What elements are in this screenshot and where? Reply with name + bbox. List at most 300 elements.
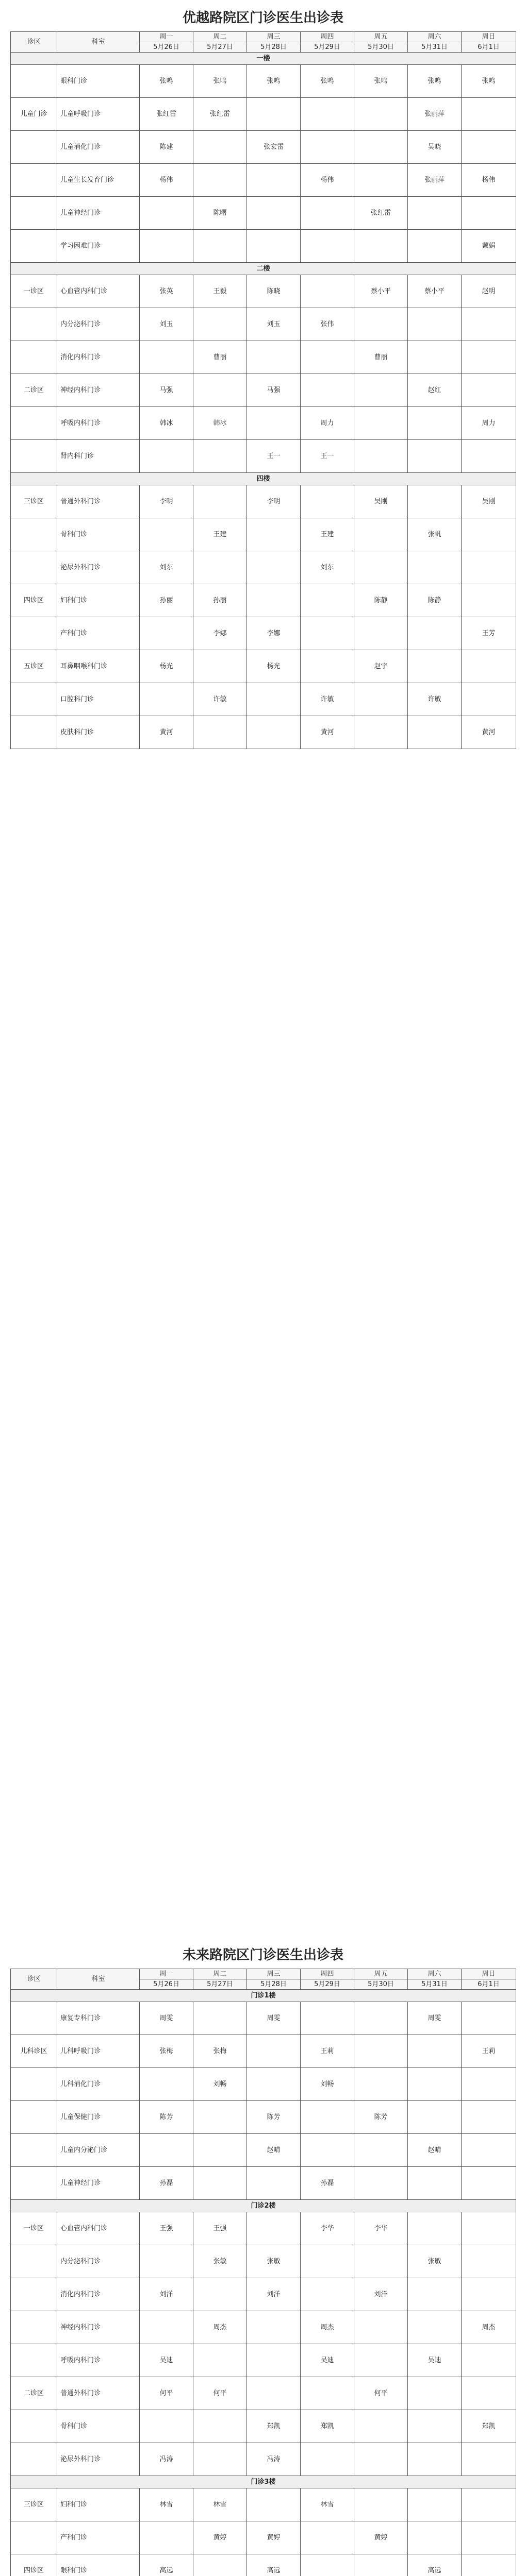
clinic-cell: 骨科门诊	[57, 518, 140, 551]
table-row	[11, 407, 516, 440]
dept-cell	[11, 2344, 57, 2377]
doctor-cell	[354, 440, 408, 473]
doctor-cell: 王建	[193, 518, 247, 551]
doctor-cell	[140, 230, 193, 263]
doctor-cell	[193, 650, 247, 683]
doctor-cell: 韩冰	[140, 407, 193, 440]
doctor-cell	[462, 518, 516, 551]
floor-band	[11, 473, 516, 485]
doctor-cell	[354, 518, 408, 551]
doctor-cell: 张伟	[301, 308, 354, 341]
doctor-cell	[408, 2068, 462, 2101]
table-row	[11, 2554, 516, 2576]
doctor-cell: 赵晴	[247, 2134, 301, 2167]
dept-cell: 一诊区	[11, 275, 57, 308]
doctor-cell	[462, 374, 516, 407]
day-header: 周二	[193, 32, 247, 42]
doctor-cell: 李明	[140, 485, 193, 518]
doctor-cell: 王一	[301, 440, 354, 473]
clinic-cell: 普通外科门诊	[57, 485, 140, 518]
doctor-cell: 孙丽	[140, 584, 193, 617]
doctor-cell	[193, 308, 247, 341]
doctor-cell: 杨伟	[140, 164, 193, 197]
doctor-cell	[301, 341, 354, 374]
doctor-cell: 黄婷	[354, 2521, 408, 2554]
doctor-cell	[462, 2377, 516, 2410]
doctor-cell	[354, 2035, 408, 2068]
col-dept-header: 诊区	[11, 32, 57, 53]
doctor-cell	[462, 683, 516, 716]
doctor-cell: 周杰	[462, 2311, 516, 2344]
dept-cell: 儿科诊区	[11, 2035, 57, 2068]
doctor-cell: 吴迪	[408, 2344, 462, 2377]
day-header: 周二	[193, 1969, 247, 1979]
doctor-cell: 许敏	[301, 683, 354, 716]
doctor-cell: 马强	[140, 374, 193, 407]
doctor-cell	[354, 308, 408, 341]
doctor-cell: 张梅	[193, 2035, 247, 2068]
doctor-cell	[301, 617, 354, 650]
date-header: 5月26日	[140, 42, 193, 53]
dept-cell	[11, 2410, 57, 2443]
doctor-cell: 何平	[193, 2377, 247, 2410]
date-header: 5月29日	[301, 1979, 354, 1990]
doctor-cell: 赵宇	[354, 650, 408, 683]
doctor-cell: 张敏	[408, 2245, 462, 2278]
doctor-cell	[140, 2134, 193, 2167]
doctor-cell: 孙磊	[140, 2167, 193, 2200]
doctor-cell: 孙磊	[301, 2167, 354, 2200]
clinic-cell: 产科门诊	[57, 617, 140, 650]
clinic-cell: 耳鼻咽喉科门诊	[57, 650, 140, 683]
doctor-cell: 陈建	[140, 131, 193, 164]
doctor-cell: 许敏	[408, 683, 462, 716]
doctor-cell	[408, 2443, 462, 2476]
doctor-cell	[247, 407, 301, 440]
doctor-cell	[247, 683, 301, 716]
doctor-cell	[247, 2035, 301, 2068]
doctor-cell	[462, 98, 516, 131]
doctor-cell	[193, 230, 247, 263]
doctor-cell: 蔡小平	[408, 275, 462, 308]
page-title: 优越路院区门诊医生出诊表	[182, 10, 343, 26]
doctor-cell: 王莉	[462, 2035, 516, 2068]
doctor-cell	[247, 2377, 301, 2410]
doctor-cell: 张鸣	[247, 65, 301, 98]
table-row	[11, 2377, 516, 2410]
dept-cell: 三诊区	[11, 2488, 57, 2521]
doctor-cell: 曹丽	[193, 341, 247, 374]
table-row	[11, 2278, 516, 2311]
doctor-cell: 吴刚	[354, 485, 408, 518]
doctor-cell	[193, 2410, 247, 2443]
doctor-cell: 李华	[354, 2212, 408, 2245]
doctor-cell	[354, 407, 408, 440]
doctor-cell: 刘洋	[140, 2278, 193, 2311]
schedule-table-1	[10, 31, 516, 749]
doctor-cell	[193, 2278, 247, 2311]
doctor-cell	[408, 2101, 462, 2134]
table-row	[11, 2212, 516, 2245]
clinic-cell: 泌尿外科门诊	[57, 2443, 140, 2476]
doctor-cell: 何平	[140, 2377, 193, 2410]
doctor-cell: 陈芳	[354, 2101, 408, 2134]
doctor-cell	[247, 584, 301, 617]
dept-cell: 五诊区	[11, 650, 57, 683]
doctor-cell	[301, 2521, 354, 2554]
doctor-cell: 杨伟	[462, 164, 516, 197]
doctor-cell: 刘畅	[301, 2068, 354, 2101]
clinic-cell: 口腔科门诊	[57, 683, 140, 716]
doctor-cell	[462, 2443, 516, 2476]
col-clinic-header: 科室	[57, 1969, 140, 1990]
doctor-cell	[354, 230, 408, 263]
date-header: 5月30日	[354, 1979, 408, 1990]
doctor-cell: 赵红	[408, 374, 462, 407]
doctor-cell	[301, 131, 354, 164]
date-header: 5月30日	[354, 42, 408, 53]
clinic-cell: 心血管内科门诊	[57, 2212, 140, 2245]
doctor-cell	[140, 518, 193, 551]
doctor-cell: 吴迪	[301, 2344, 354, 2377]
date-header: 5月26日	[140, 1979, 193, 1990]
doctor-cell: 周雯	[247, 2002, 301, 2035]
table-row	[11, 518, 516, 551]
doctor-cell: 张帆	[408, 518, 462, 551]
doctor-cell	[193, 2167, 247, 2200]
clinic-cell: 眼科门诊	[57, 2554, 140, 2576]
floor-label: 四楼	[11, 473, 516, 485]
doctor-cell: 周力	[301, 407, 354, 440]
date-header: 5月31日	[408, 42, 462, 53]
doctor-cell	[354, 2488, 408, 2521]
doctor-cell: 张丽萍	[408, 164, 462, 197]
clinic-cell: 消化内科门诊	[57, 341, 140, 374]
doctor-cell	[140, 341, 193, 374]
doctor-cell	[462, 308, 516, 341]
doctor-cell	[247, 2068, 301, 2101]
doctor-cell: 郑凯	[462, 2410, 516, 2443]
doctor-cell: 王建	[301, 518, 354, 551]
doctor-cell	[140, 197, 193, 230]
dept-cell: 二诊区	[11, 2377, 57, 2410]
date-header: 5月27日	[193, 42, 247, 53]
doctor-cell: 张梅	[140, 2035, 193, 2068]
doctor-cell: 曹丽	[354, 341, 408, 374]
doctor-cell	[462, 2278, 516, 2311]
doctor-cell	[462, 341, 516, 374]
table-row	[11, 131, 516, 164]
dept-cell: 二诊区	[11, 374, 57, 407]
doctor-cell	[354, 683, 408, 716]
dept-cell	[11, 131, 57, 164]
doctor-cell	[408, 485, 462, 518]
doctor-cell	[247, 164, 301, 197]
doctor-cell	[354, 2134, 408, 2167]
doctor-cell: 张鸣	[301, 65, 354, 98]
doctor-cell	[301, 584, 354, 617]
doctor-cell: 高远	[140, 2554, 193, 2576]
doctor-cell	[301, 650, 354, 683]
doctor-cell	[462, 2521, 516, 2554]
doctor-cell	[408, 2521, 462, 2554]
doctor-cell	[462, 584, 516, 617]
doctor-cell	[354, 164, 408, 197]
table-row	[11, 650, 516, 683]
doctor-cell	[301, 2002, 354, 2035]
floor-label: 门诊3楼	[11, 2476, 516, 2488]
clinic-cell: 泌尿外科门诊	[57, 551, 140, 584]
doctor-cell	[247, 2488, 301, 2521]
clinic-cell: 神经内科门诊	[57, 374, 140, 407]
doctor-cell: 高远	[247, 2554, 301, 2576]
doctor-cell	[247, 2212, 301, 2245]
doctor-cell: 冯涛	[247, 2443, 301, 2476]
floor-label: 一楼	[11, 53, 516, 65]
day-header: 周六	[408, 1969, 462, 1979]
date-header: 5月28日	[247, 1979, 301, 1990]
doctor-cell: 陈静	[354, 584, 408, 617]
dept-cell	[11, 440, 57, 473]
clinic-cell: 康复专科门诊	[57, 2002, 140, 2035]
dept-cell: 三诊区	[11, 485, 57, 518]
doctor-cell: 张宏雷	[247, 131, 301, 164]
clinic-cell: 产科门诊	[57, 2521, 140, 2554]
doctor-cell: 张鸣	[354, 65, 408, 98]
doctor-cell	[193, 716, 247, 749]
table-row	[11, 230, 516, 263]
doctor-cell	[408, 407, 462, 440]
doctor-cell	[462, 2344, 516, 2377]
page-title-2: 未来路院区门诊医生出诊表	[182, 1947, 343, 1963]
table-row	[11, 2410, 516, 2443]
doctor-cell: 刘玉	[247, 308, 301, 341]
doctor-cell	[408, 2212, 462, 2245]
doctor-cell	[462, 551, 516, 584]
dept-cell	[11, 617, 57, 650]
doctor-cell	[193, 485, 247, 518]
clinic-cell: 内分泌科门诊	[57, 2245, 140, 2278]
doctor-cell	[247, 2311, 301, 2344]
date-header: 5月29日	[301, 42, 354, 53]
doctor-cell	[354, 131, 408, 164]
doctor-cell	[354, 2443, 408, 2476]
clinic-cell: 呼吸内科门诊	[57, 407, 140, 440]
doctor-cell: 黄河	[462, 716, 516, 749]
doctor-cell	[408, 308, 462, 341]
dept-cell: 四诊区	[11, 584, 57, 617]
doctor-cell	[140, 2410, 193, 2443]
doctor-cell: 刘玉	[140, 308, 193, 341]
doctor-cell: 李娜	[247, 617, 301, 650]
clinic-cell: 神经内科门诊	[57, 2311, 140, 2344]
dept-cell: 儿童门诊	[11, 98, 57, 131]
dept-cell	[11, 308, 57, 341]
doctor-cell	[301, 98, 354, 131]
doctor-cell	[462, 131, 516, 164]
dept-cell	[11, 2167, 57, 2200]
doctor-cell	[408, 617, 462, 650]
doctor-cell: 张英	[140, 275, 193, 308]
doctor-cell	[354, 2344, 408, 2377]
doctor-cell: 李明	[247, 485, 301, 518]
doctor-cell: 王强	[193, 2212, 247, 2245]
doctor-cell: 张敏	[247, 2245, 301, 2278]
doctor-cell	[247, 197, 301, 230]
floor-label: 门诊1楼	[11, 1990, 516, 2002]
doctor-cell	[408, 650, 462, 683]
day-header: 周六	[408, 32, 462, 42]
table-row	[11, 2002, 516, 2035]
doctor-cell: 张鸣	[140, 65, 193, 98]
doctor-cell	[247, 230, 301, 263]
doctor-cell: 周杰	[193, 2311, 247, 2344]
doctor-cell	[301, 2443, 354, 2476]
table-row	[11, 2344, 516, 2377]
doctor-cell	[193, 2134, 247, 2167]
doctor-cell	[301, 197, 354, 230]
doctor-cell	[408, 2488, 462, 2521]
floor-band	[11, 2476, 516, 2488]
doctor-cell: 张鸣	[408, 65, 462, 98]
dept-cell	[11, 2311, 57, 2344]
header-row	[11, 1969, 516, 1979]
table-row	[11, 2488, 516, 2521]
doctor-cell	[354, 2167, 408, 2200]
day-header: 周日	[462, 32, 516, 42]
table-row	[11, 374, 516, 407]
doctor-cell: 郑凯	[247, 2410, 301, 2443]
doctor-cell: 陈曙	[193, 197, 247, 230]
doctor-cell	[247, 2344, 301, 2377]
table-row	[11, 2521, 516, 2554]
clinic-cell: 儿童保健门诊	[57, 2101, 140, 2134]
clinic-cell: 骨科门诊	[57, 2410, 140, 2443]
doctor-cell	[193, 2344, 247, 2377]
doctor-cell	[140, 617, 193, 650]
clinic-cell: 普通外科门诊	[57, 2377, 140, 2410]
doctor-cell	[354, 98, 408, 131]
doctor-cell: 孙丽	[193, 584, 247, 617]
table-row	[11, 683, 516, 716]
doctor-cell	[354, 2311, 408, 2344]
doctor-cell: 陈静	[408, 584, 462, 617]
doctor-cell	[140, 2068, 193, 2101]
doctor-cell	[408, 2167, 462, 2200]
doctor-cell: 王一	[247, 440, 301, 473]
doctor-cell	[193, 2002, 247, 2035]
table-row	[11, 98, 516, 131]
doctor-cell: 李华	[301, 2212, 354, 2245]
doctor-cell	[301, 2377, 354, 2410]
doctor-cell	[354, 2068, 408, 2101]
table-row	[11, 308, 516, 341]
floor-band	[11, 263, 516, 275]
doctor-cell: 刘洋	[247, 2278, 301, 2311]
schedule-table-2	[10, 1969, 516, 2576]
dept-cell	[11, 65, 57, 98]
dept-cell	[11, 683, 57, 716]
doctor-cell	[462, 2002, 516, 2035]
doctor-cell	[462, 2488, 516, 2521]
doctor-cell: 冯涛	[140, 2443, 193, 2476]
doctor-cell	[354, 2002, 408, 2035]
dept-cell	[11, 341, 57, 374]
date-header: 5月31日	[408, 1979, 462, 1990]
doctor-cell: 周杰	[301, 2311, 354, 2344]
clinic-cell: 皮肤科门诊	[57, 716, 140, 749]
table-row	[11, 2134, 516, 2167]
dept-cell	[11, 407, 57, 440]
clinic-cell: 呼吸内科门诊	[57, 2344, 140, 2377]
dept-cell	[11, 518, 57, 551]
doctor-cell	[462, 650, 516, 683]
dept-cell	[11, 2002, 57, 2035]
doctor-cell	[354, 374, 408, 407]
doctor-cell: 林雪	[193, 2488, 247, 2521]
doctor-cell	[193, 131, 247, 164]
doctor-cell	[408, 440, 462, 473]
doctor-cell	[408, 197, 462, 230]
date-header: 6月1日	[462, 1979, 516, 1990]
doctor-cell	[408, 716, 462, 749]
floor-band	[11, 1990, 516, 2002]
doctor-cell: 张丽萍	[408, 98, 462, 131]
doctor-cell	[408, 2278, 462, 2311]
doctor-cell	[301, 2101, 354, 2134]
day-header: 周五	[354, 32, 408, 42]
doctor-cell	[140, 2311, 193, 2344]
doctor-cell	[140, 683, 193, 716]
doctor-cell: 许敏	[193, 683, 247, 716]
schedule-section-1	[10, 0, 516, 749]
doctor-cell: 高远	[408, 2554, 462, 2576]
clinic-cell: 儿童神经门诊	[57, 197, 140, 230]
doctor-cell: 黄婷	[247, 2521, 301, 2554]
table-row	[11, 2167, 516, 2200]
doctor-cell: 张红雷	[140, 98, 193, 131]
doctor-cell	[408, 2311, 462, 2344]
clinic-cell: 眼科门诊	[57, 65, 140, 98]
doctor-cell	[408, 341, 462, 374]
doctor-cell: 王毅	[193, 275, 247, 308]
doctor-cell: 陈晓	[247, 275, 301, 308]
doctor-cell: 赵明	[462, 275, 516, 308]
floor-label: 二楼	[11, 263, 516, 275]
dept-cell	[11, 2068, 57, 2101]
doctor-cell	[301, 2245, 354, 2278]
doctor-cell	[301, 2278, 354, 2311]
doctor-cell: 张鸣	[462, 65, 516, 98]
doctor-cell	[193, 2101, 247, 2134]
dept-cell	[11, 230, 57, 263]
table-row	[11, 341, 516, 374]
clinic-cell: 儿科消化门诊	[57, 2068, 140, 2101]
doctor-cell	[462, 2134, 516, 2167]
day-header: 周三	[247, 32, 301, 42]
clinic-cell: 心血管内科门诊	[57, 275, 140, 308]
doctor-cell: 韩冰	[193, 407, 247, 440]
doctor-cell	[301, 374, 354, 407]
table-row	[11, 2035, 516, 2068]
date-header: 6月1日	[462, 42, 516, 53]
floor-label: 门诊2楼	[11, 2200, 516, 2212]
doctor-cell: 杨伟	[301, 164, 354, 197]
doctor-cell	[301, 2134, 354, 2167]
doctor-cell	[247, 518, 301, 551]
table-row	[11, 2311, 516, 2344]
dept-cell	[11, 2134, 57, 2167]
